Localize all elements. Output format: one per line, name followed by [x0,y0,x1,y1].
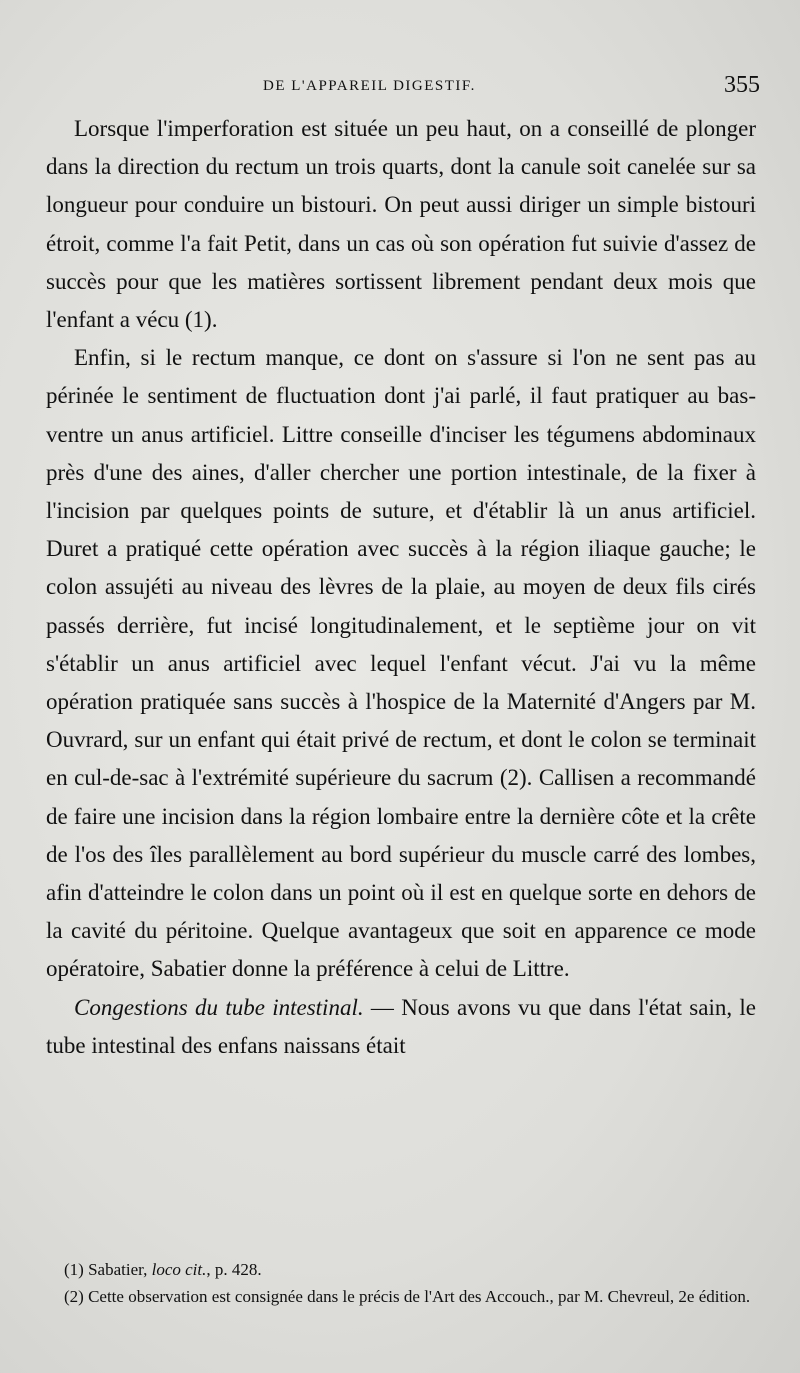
paragraph: Lorsque l'imperforation est située un peu haut, on a conseillé de plonger dans la direction du rectum un trois quarts, dont la canule soit canelée sur sa longueur pour conduire un bistouri. On peut aussi diriger un simple bistouri étroit, comme l'a fait Petit, dans un cas où son opération fut suivie d'assez de succès pour que les matières sortissent librement pendant deux mois que l'enfant a vécu (1). [46,116,756,333]
footnote-marker: (1) [64,1260,84,1279]
section-heading: Congestions du tube intestinal. [74,994,364,1020]
footnote [46,1256,762,1283]
footnote-ref: loco cit. [151,1260,207,1279]
paragraph-text: — Nous avons vu que dans l'état sain, le tube intestinal des enfans naissans était [46,994,756,1058]
footnote-author: Sabatier, [88,1260,148,1279]
paragraph: Enfin, si le rectum manque, ce dont on s'assure si l'on ne sent pas au périnée le sentiment de fluctuation dont j'ai parlé, il faut pratiquer au bas-ventre un anus artificiel. Littre conseille d'inciser les tégumens abdominaux près d'une des aines, d'aller chercher une portion intestinale, de la fixer à l'incision par quelques points de suture, et d'établir là un anus artificiel. Duret a pratiqué cette opération avec succès à la région iliaque gauche; le colon assujéti au niveau des lèvres de la plaie, au moyen de deux fils cirés passés derrière, fut incisé longitudinalement, et le septième jour on vit s'établir un anus artificiel avec lequel l'enfant vécut. J'ai vu la même opération pratiquée sans succès à l'hospice de la Maternité d'Angers par M. Ouvrard, sur un enfant qui était privé de rectum, et dont le colon se terminait en cul-de-sac à l'extrémité supérieure du sacrum (2). Callisen a recommandé de faire une incision dans la région lombaire entre la dernière côte et la crête de l'os des îles parallèlement au bord supérieur du muscle carré des lombes, afin d'atteindre le colon dans un point où il est en quelque sorte en dehors de la cavité du péritoine. Quelque avantageux que soit en apparence ce mode opératoire, Sabatier donne la préférence à celui de Littre. [46,345,756,982]
paragraph-congestions [46,989,756,1065]
running-head [48,72,760,102]
footnotes [46,1256,762,1310]
footnote-marker: (2) [64,1287,84,1306]
footnote-text: Cette observation est consignée dans le précis de l'Art des Accouch., par M. Chevreul, 2e édition. [88,1287,751,1306]
page-number: 355 [724,72,760,98]
running-title: DE L'APPAREIL DIGESTIF. [263,78,476,94]
footnote [46,1283,762,1310]
footnote-rest: , p. 428. [206,1260,262,1279]
body-text [46,110,756,1065]
